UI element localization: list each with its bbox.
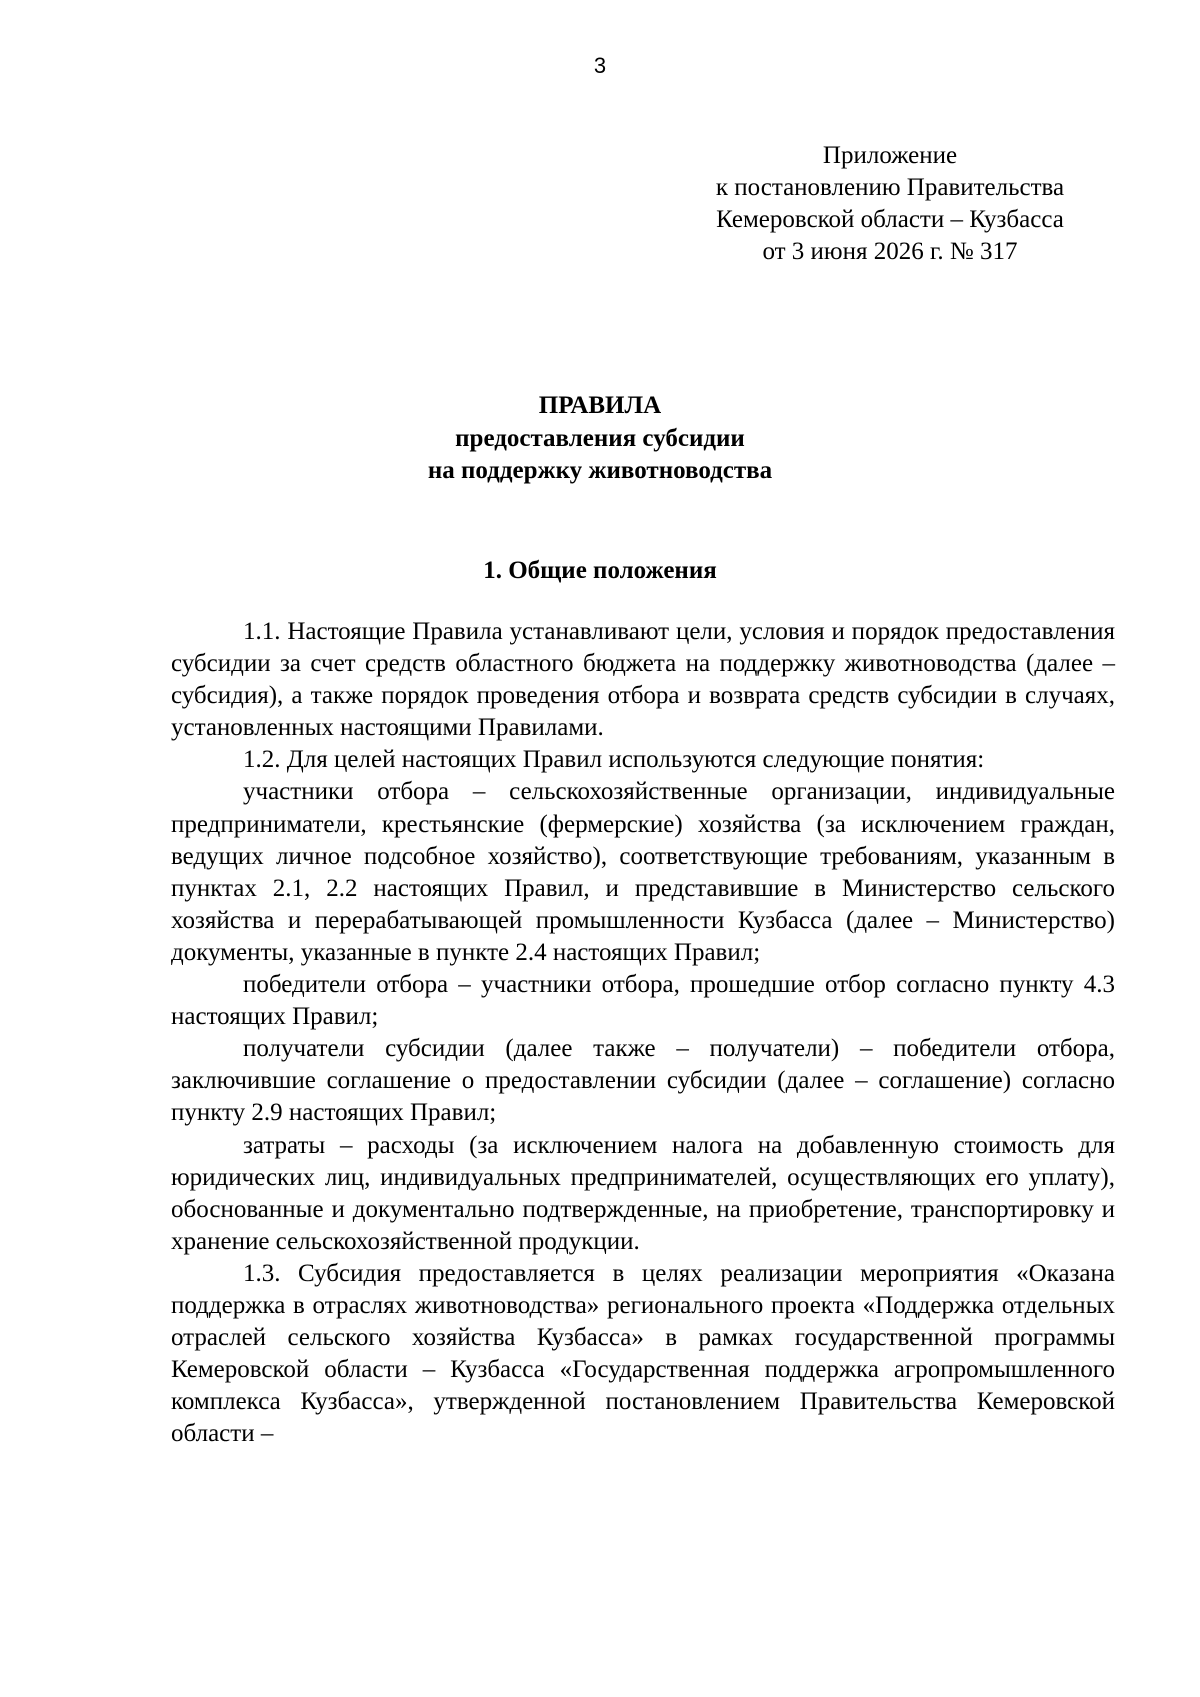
section-body <box>171 616 1115 1450</box>
paragraph: 1.3. Субсидия предоставляется в целях реализации мероприятия «Оказана поддержка в отраслях животноводства» регионального проекта «Поддержка отдельных отраслей сельского хозяйства Кузбасса» в рамках государственной программы Кемеровской области – Кузбасса «Государственная поддержка агропромышленного комплекса Кузбасса», утвержденной постановлением Правительства Кемеровской области – <box>171 1259 1115 1448</box>
paragraph: 1.2. Для целей настоящих Правил используются следующие понятия: <box>243 746 985 774</box>
title-main: ПРАВИЛА <box>538 392 662 419</box>
document-title <box>0 390 1200 488</box>
page-number: 3 <box>593 53 607 78</box>
appendix-label: Приложение <box>822 142 958 169</box>
title-subtitle-1: предоставления субсидии <box>455 424 745 452</box>
paragraph: победители отбора – участники отбора, прошедшие отбор согласно пункту 4.3 настоящих Правил; <box>171 971 1115 1031</box>
appendix-block <box>680 140 1100 268</box>
paragraph: 1.1. Настоящие Правила устанавливают цели, условия и порядок предоставления субсидии за счет средств областного бюджета на поддержку животноводства (далее – субсидия), а также порядок проведения отбора и возврата средств субсидии в случаях, установленных настоящими Правилами. <box>171 618 1115 742</box>
appendix-date-number: от 3 июня 2026 г. № 317 <box>762 238 1018 265</box>
paragraph: затраты – расходы (за исключением налога на добавленную стоимость для юридических лиц, индивидуальных предпринимателей, осуществляющих его уплату), обоснованные и документально подтвержденные, на приобретение, транспортировку и хранение сельскохозяйственной продукции. <box>171 1131 1115 1255</box>
appendix-reference: к постановлению Правительства <box>715 174 1065 201</box>
appendix-region: Кемеровской области – Кузбасса <box>716 206 1064 233</box>
paragraph: участники отбора – сельскохозяйственные организации, индивидуальные предприниматели, крестьянские (фермерские) хозяйства (за исключением граждан, ведущих личное подсобное хозяйство), соответствующие требованиям, указанным в пунктах 2.1, 2.2 настоящих Правил, и представившие в Министерство сельского хозяйства и перерабатывающей промышленности Кузбасса (далее – Министерство) документы, указанные в пункте 2.4 настоящих Правил; <box>171 778 1115 966</box>
section-heading: 1. Общие положения <box>483 557 717 584</box>
paragraph: получатели субсидии (далее также – получатели) – победители отбора, заключившие соглашение о предоставлении субсидии (далее – соглашение) согласно пункту 2.9 настоящих Правил; <box>171 1035 1115 1127</box>
title-subtitle-2: на поддержку животноводства <box>427 457 773 484</box>
